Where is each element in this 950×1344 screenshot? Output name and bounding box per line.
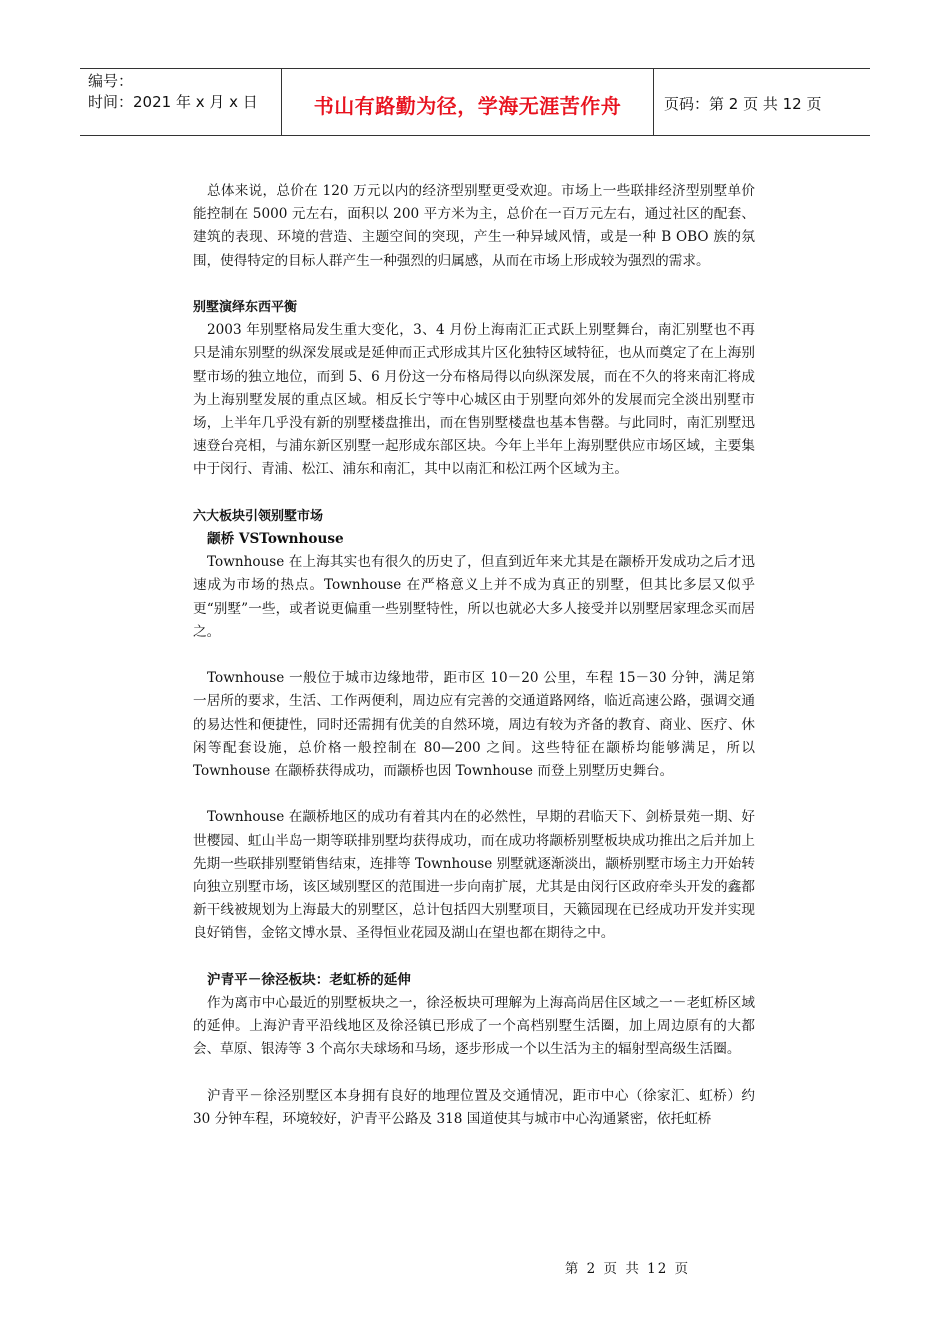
paragraph: Townhouse 在颛桥地区的成功有着其内在的必然性，早期的君临天下、剑桥景苑一期、好世樱园、虹山半岛一期等联排别墅均获得成功，而在成功将颛桥别墅板块成功推出之后并加上先期一些联排别墅销售结束，连排等 Townhouse 别墅就逐渐淡出，颛桥别墅市场主力开始转向独立别墅市场，该区域别墅区的范围进一步向南扩展，尤其是由闵行区政府牵头开发的鑫都新干线被规划为上海最大的别墅区，总计包括四大别墅项目，天籁园现在已经成功开发并实现良好销售，金铭文博水景、圣得恒业花园及湖山在望也都在期待之中。 — [193, 809, 755, 942]
header-motto: 书山有路勤为径，学海无涯苦作舟 — [282, 69, 654, 135]
paragraph: 作为离市中心最近的别墅板块之一，徐泾板块可理解为上海高尚居住区域之一－老虹桥区域的延伸。上海沪青平沿线地区及徐泾镇已形成了一个高档别墅生活圈，加上周边原有的大都会、草原、银涛等 3 个高尔夫球场和马场，逐步形成一个以生活为主的辐射型高级生活圈。 — [193, 995, 755, 1058]
page-footer: 第 2 页 共 12 页 — [564, 1261, 691, 1277]
header-page-label: 页码：第 2 页 共 12 页 — [664, 94, 822, 113]
paragraph: 沪青平－徐泾别墅区本身拥有良好的地理位置及交通情况，距市中心（徐家汇、虹桥）约 30 分钟车程，环境较好，沪青平公路及 318 国道使其与城市中心沟通紧密，依托虹桥 — [193, 1087, 755, 1128]
paragraph: Townhouse 一般位于城市边缘地带，距市区 10－20 公里，车程 15－30 分钟，满足第一居所的要求，生活、工作两便利，周边应有完善的交通道路网络，临近高速公路，强调交通的易达性和便捷性，同时还需拥有优美的自然环境，周边有较为齐备的教育、商业、医疗、休闲等配套设施，总价格一般控制在 80—200 之间。这些特征在颛桥均能够满足，所以 Townhouse 在颛桥获得成功，而颛桥也因 Townhouse 而登上别墅历史舞台。 — [193, 670, 755, 780]
number-label: 编号： — [88, 72, 134, 90]
subsection-heading: 颛桥 VSTownhouse — [207, 531, 344, 548]
paragraph: Townhouse 在上海其实也有很久的历史了，但直到近年来尤其是在颛桥开发成功之后才迅速成为市场的热点。Townhouse 在严格意义上并不成为真正的别墅，但其比多层又似乎更“别墅”一些，或者说更偏重一些别墅特性，所以也就必大多人接受并以别墅居家理念买而居之。 — [193, 554, 755, 640]
paragraph: 2003 年别墅格局发生重大变化，3、4 月份上海南汇正式跃上别墅舞台，南汇别墅也不再只是浦东别墅的纵深发展或是延伸而正式形成其片区化独特区域特征，也从而奠定了在上海别墅市场的独立地位，而到 5、6 月份这一分布格局得以向纵深发展，而在不久的将来南汇将成为上海别墅发展的重点区域。相反长宁等中心城区由于别墅向郊外的发展而完全淡出别墅市场，上半年几乎没有新的别墅楼盘推出，而在售别墅楼盘也基本售罄。与此同时，南汇别墅迅速登台亮相，与浦东新区别墅一起形成东部区块。今年上半年上海别墅供应市场区域，主要集中于闵行、青浦、松江、浦东和南汇，其中以南汇和松江两个区域为主。 — [193, 322, 755, 478]
time-label: 时间：2021 年 x 月 x 日 — [88, 93, 258, 111]
section-heading: 别墅演绎东西平衡 — [193, 300, 298, 315]
document-body — [193, 180, 755, 1131]
section-heading: 六大板块引领别墅市场 — [193, 508, 324, 524]
subsection-heading: 沪青平－徐泾板块：老虹桥的延伸 — [207, 971, 411, 988]
header-meta — [80, 69, 282, 135]
page-header — [80, 68, 870, 136]
paragraph: 总体来说，总价在 120 万元以内的经济型别墅更受欢迎。市场上一些联排经济型别墅单价能控制在 5000 元左右，面积以 200 平方米为主，总价在一百万元左右，通过社区的配套、建筑的表现、环境的营造、主题空间的突现，产生一种异域风情，或是一种 B OBO 族的氛围，使得特定的目标人群产生一种强烈的归属感，从而在市场上形成较为强烈的需求。 — [193, 183, 755, 269]
